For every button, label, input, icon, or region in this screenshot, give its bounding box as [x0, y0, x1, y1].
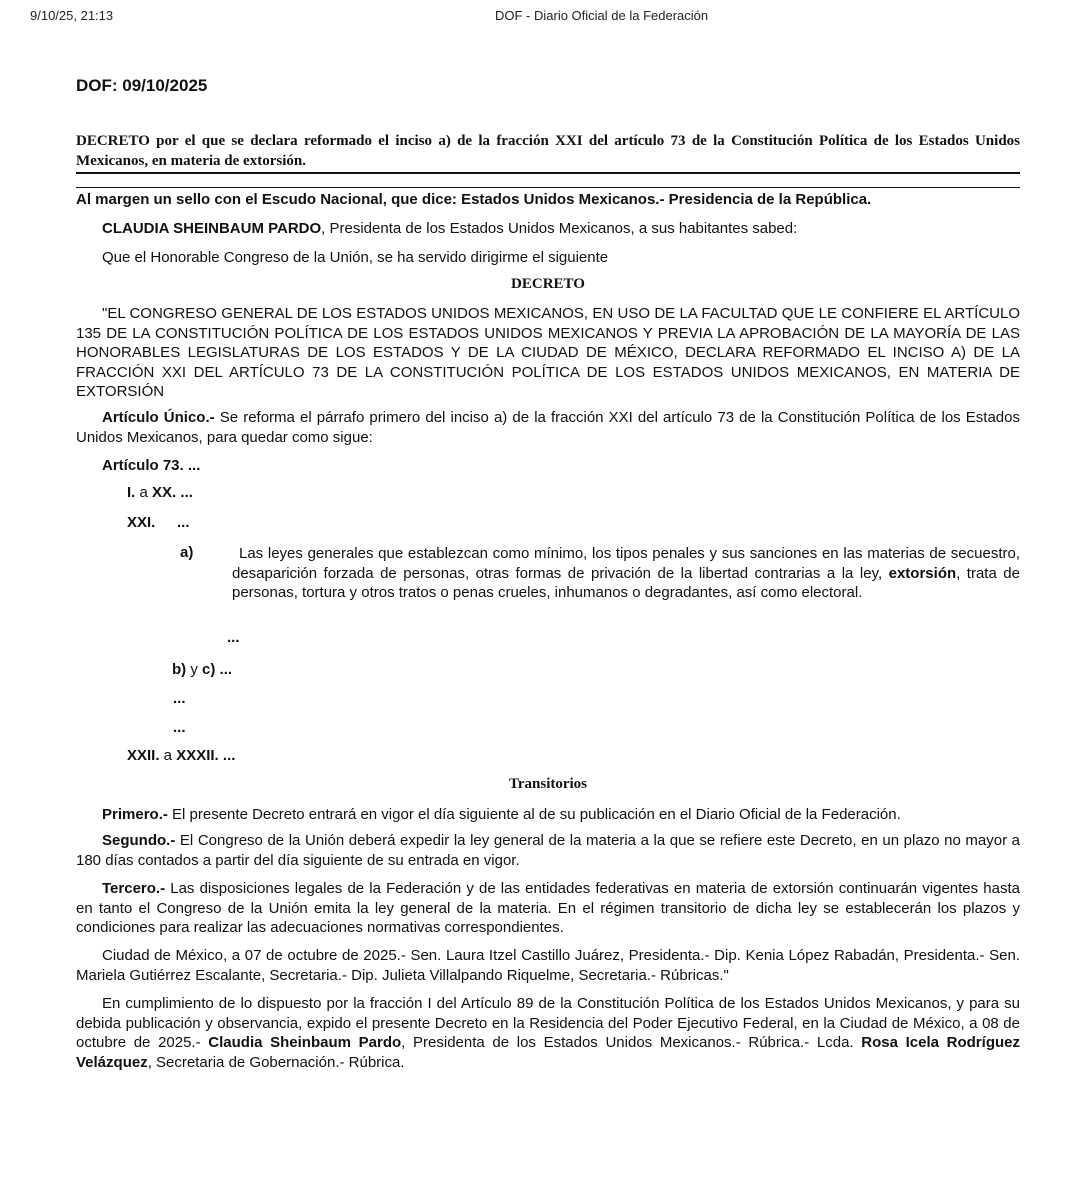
- tercero-text: Las disposiciones legales de la Federación y de las entidades federativas en materia de extorsión continuarán vigentes hasta en tanto el Congreso de la Unión emita la ley general de la materia. En el régimen transitorio de dicha ley se establecerán los plazos y condiciones para realizar las adecuaciones normativas correspondientes.: [76, 880, 1020, 936]
- preamble: "EL CONGRESO GENERAL DE LOS ESTADOS UNIDOS MEXICANOS, EN USO DE LA FACULTAD QUE LE CONFIERE EL ARTÍCULO 135 DE LA CONSTITUCIÓN POLÍTICA DE LOS ESTADOS UNIDOS MEXICANOS Y PREVIA LA APROBACIÓN DE LA MAYORÍA DE LAS HONORABLES LEGISLATURAS DE LOS ESTADOS Y DE LA CIUDAD DE MÉXICO, DECLARA REFORMADO EL INCISO A) DE LA FRACCIÓN XXI DEL ARTÍCULO 73 DE LA CONSTITUCIÓN POLÍTICA DE LOS ESTADOS UNIDOS MEXICANOS, EN MATERIA DE EXTORSIÓN: [76, 305, 1020, 400]
- fraction-ellipsis: ...: [176, 484, 193, 501]
- promulgation-text-2: , Presidenta de los Estados Unidos Mexicanos.- Rúbrica.- Lcda.: [401, 1034, 862, 1051]
- incisos-b-c: [172, 661, 232, 678]
- transitorios-heading: Transitorios: [508, 776, 588, 792]
- tercero-label: Tercero.-: [102, 880, 166, 897]
- article-73-heading: Artículo 73. ...: [102, 457, 201, 474]
- fraction-xxii-xxxii: [127, 747, 235, 764]
- print-site-title: DOF - Diario Oficial de la Federación: [495, 8, 709, 23]
- fraction-xxi-ellipsis: ...: [177, 514, 190, 531]
- fraction-xxi-label: XXI.: [127, 514, 156, 531]
- ellipsis-line-2: ...: [173, 690, 186, 707]
- transitorio-primero: [76, 805, 1020, 825]
- primero-text: El presente Decreto entrará en vigor el día siguiente al de su publicación en el Diario Oficial de la Federación.: [167, 806, 901, 823]
- secretary-signature-name: Rosa Icela Rodríguez Velázquez: [76, 1034, 1020, 1071]
- incisos-join: y: [186, 661, 203, 678]
- inciso-a-label: a): [180, 544, 194, 561]
- transitorio-segundo: [76, 831, 1020, 870]
- inciso-a-bold: extorsión: [888, 564, 957, 582]
- signing-paragraph: Ciudad de México, a 07 de octubre de 2025.- Sen. Laura Itzel Castillo Juárez, Presidenta.- Dip. Kenia López Rabadán, Presidenta.- Sen. Mariela Gutiérrez Escalante, Secretaria.- Dip. Julieta Villalpando Riquelme, Secretaria.- Rúbricas.": [76, 947, 1020, 984]
- fraction-last-ellipsis: ...: [218, 747, 236, 764]
- promulgation-paragraph: [76, 994, 1020, 1072]
- decree-title: DECRETO por el que se declara reformado el inciso a) de la fracción XXI del artículo 73 de la Constitución Política de los Estados Unidos Mexicanos, en materia de extorsión.: [76, 133, 1020, 169]
- dof-date: DOF: 09/10/2025: [76, 76, 208, 95]
- inciso-a-text: [232, 544, 1020, 603]
- title-rule-thick: [76, 172, 1020, 174]
- primero-label: Primero.-: [102, 806, 168, 823]
- ellipsis-line-3: ...: [173, 719, 186, 736]
- print-datetime: 9/10/25, 21:13: [30, 8, 114, 23]
- inciso-a-text-2: , trata de personas, tortura y otros tratos o penas crueles, inhumanos o degradantes, así como electoral.: [232, 564, 1020, 601]
- segundo-label: Segundo.-: [102, 832, 176, 849]
- president-intro: [102, 219, 797, 238]
- seal-note: Al margen un sello con el Escudo Nacional, que dice: Estados Unidos Mexicanos.- Presidencia de la República.: [76, 191, 872, 208]
- articulo-unico: [76, 408, 1020, 447]
- fraction-i-xx: [127, 484, 193, 501]
- promulgation-text-3: , Secretaria de Gobernación.- Rúbrica.: [147, 1053, 405, 1071]
- decreto-heading: DECRETO: [511, 276, 585, 292]
- fraction-join: a: [135, 484, 153, 501]
- inciso-a-text-1: Las leyes generales que establezcan como mínimo, los tipos penales y sus sanciones en las materias de secuestro, desaparición forzada de personas, otras formas de privación de la libertad contrarias a la ley,: [232, 545, 1020, 582]
- incisos-ellipsis: ...: [215, 661, 233, 678]
- president-name: CLAUDIA SHEINBAUM PARDO: [102, 220, 322, 237]
- fraction-i: I.: [127, 484, 136, 501]
- articulo-unico-text: Se reforma el párrafo primero del inciso a) de la fracción XXI del artículo 73 de la Constitución Política de los Estados Unidos Mexicanos, para quedar como sigue:: [76, 409, 1020, 446]
- congress-line: Que el Honorable Congreso de la Unión, se ha servido dirigirme el siguiente: [102, 249, 609, 266]
- inciso-a-ellipsis: ...: [227, 629, 240, 646]
- president-intro-text: , Presidenta de los Estados Unidos Mexicanos, a sus habitantes sabed:: [321, 220, 798, 237]
- president-signature-name: Claudia Sheinbaum Pardo: [208, 1034, 402, 1051]
- fraction-xxii: XXII.: [127, 747, 160, 764]
- fraction-xxxii: XXXII.: [176, 747, 219, 764]
- transitorio-tercero: [76, 879, 1020, 938]
- segundo-text: El Congreso de la Unión deberá expedir la ley general de la materia a la que se refiere este Decreto, en un plazo no mayor a 180 días contados a partir del día siguiente de su entrada en vigor.: [76, 832, 1020, 869]
- fraction-xx: XX.: [152, 484, 177, 501]
- promulgation-text-1: En cumplimiento de lo dispuesto por la fracción I del Artículo 89 de la Constitución Política de los Estados Unidos Mexicanos, y para su debida publicación y observancia, expido el presente Decreto en la Residencia del Poder Ejecutivo Federal, en la Ciudad de México, a 08 de octubre de 2025.-: [76, 995, 1020, 1051]
- fraction-last-join: a: [159, 747, 177, 764]
- inciso-c: c): [202, 661, 216, 678]
- inciso-b: b): [172, 661, 187, 678]
- title-rule-thin: [76, 187, 1020, 188]
- articulo-unico-label: Artículo Único.-: [102, 409, 215, 426]
